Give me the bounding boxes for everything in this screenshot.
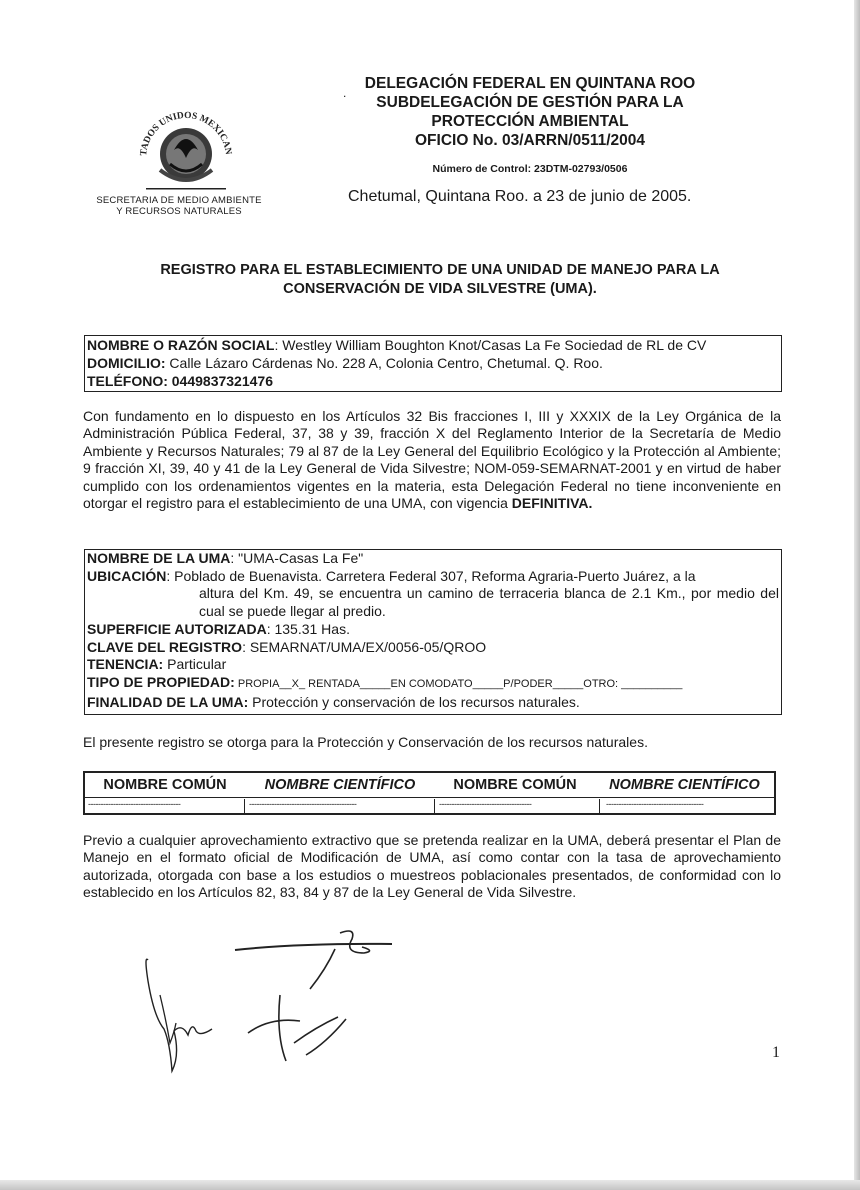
ink-dot: . <box>343 86 347 100</box>
applicant-phone-row <box>87 372 779 390</box>
uma-location-row <box>87 568 779 586</box>
table-cell: ------------------------------------------- <box>245 799 435 813</box>
col-header-common-name-1: NOMBRE COMÚN <box>103 777 227 793</box>
control-number: Número de Control: 23DTM-02793/0506 <box>432 163 628 175</box>
col-header-scientific-name-2: NOMBRE CIENTÍFICO <box>609 777 760 793</box>
management-plan-paragraph: Previo a cualquier aprovechamiento extractivo que se pretenda realizar en la UMA, deberá presentar el Plan de Manejo en el formato oficial de Modificación de UMA, así como contar con la tasa de aprovechamiento autorizada, otorgada con base a los estudios o muestreos poblacionales presentados, de conformidad con lo establecido en los Artículos 82, 83, 84 y 87 de la Ley General de Vida Silvestre. <box>83 832 781 901</box>
purpose-statement: El presente registro se otorga para la Protección y Conservación de los recursos naturales. <box>83 734 648 750</box>
seal-text: TADOS UNIDOS MEXICAN <box>139 110 233 157</box>
applicant-address-row <box>87 354 779 372</box>
title-line-1: REGISTRO PARA EL ESTABLECIMIENTO DE UNA UNIDAD DE MANEJO PARA LA <box>160 262 720 278</box>
species-table-header <box>85 773 774 798</box>
uma-name-label: NOMBRE DE LA UMA <box>87 550 231 566</box>
applicant-name-label: NOMBRE O RAZÓN SOCIAL <box>87 337 275 353</box>
page-edge-shadow <box>854 0 860 1190</box>
table-cell: ------------------------------------- <box>85 799 245 813</box>
header-line-2: SUBDELEGACIÓN DE GESTIÓN PARA LA <box>376 94 684 111</box>
uma-location-label: UBICACIÓN <box>87 567 167 584</box>
page-bottom-shadow <box>0 1180 860 1190</box>
table-row <box>85 798 774 814</box>
uma-details-box <box>84 549 782 715</box>
uma-property-value: PROPIA__X_ RENTADA_____EN COMODATO_____P/PODER_____OTRO: __________ <box>234 677 683 690</box>
agency-line-1: SECRETARIA DE MEDIO AMBIENTE <box>96 195 262 206</box>
place-and-date: Chetumal, Quintana Roo. a 23 de junio de 2005. <box>348 188 692 205</box>
agency-name <box>80 195 278 217</box>
title-line-2: CONSERVACIÓN DE VIDA SILVESTRE (UMA). <box>283 281 597 297</box>
uma-surface-label: SUPERFICIE AUTORIZADA <box>87 620 267 637</box>
letterhead <box>345 74 715 150</box>
col-header-common-name-2: NOMBRE COMÚN <box>453 777 577 793</box>
uma-purpose-label: FINALIDAD DE LA UMA: <box>87 693 249 710</box>
applicant-address-value: Calle Lázaro Cárdenas No. 228 A, Colonia Centro, Chetumal. Q. Roo. <box>165 355 603 371</box>
uma-location-value: : Poblado de Buenavista. Carretera Federal 307, Reforma Agraria-Puerto Juárez, a la <box>166 567 696 584</box>
header-line-1: DELEGACIÓN FEDERAL EN QUINTANA ROO <box>364 75 696 92</box>
uma-key-row <box>87 639 779 657</box>
applicant-name-value: : Westley William Boughton Knot/Casas La Fe Sociedad de RL de CV <box>274 337 707 353</box>
col-header-scientific-name-1: NOMBRE CIENTÍFICO <box>264 777 416 793</box>
uma-property-row <box>87 674 779 694</box>
legal-basis-text: Con fundamento en lo dispuesto en los Artículos 32 Bis fracciones I, III y XXXIX de la Ley Orgánica de la Administración Pública Federal, 37, 38 y 39, fracción X del Reglamento Interior de la Secretaría de Medio Ambiente y Recursos Naturales; 79 al 87 de la Ley General del Equilibrio Ecológico y la Protección al Ambiente; 9 fracción XI, 39, 40 y 41 de la Ley General de Vida Silvestre; NOM-059-SEMARNAT-2001 y en virtud de haber cumplido con los ordenamientos vigentes en la materia, esta Delegación Federal no tiene inconveniente en otorgar el registro para el establecimiento de una UMA, con vigencia <box>83 408 781 512</box>
applicant-box <box>84 335 782 392</box>
uma-purpose-row <box>87 694 779 712</box>
uma-purpose-value: Protección y conservación de los recursos naturales. <box>248 693 580 710</box>
applicant-address-label: DOMICILIO: <box>87 355 166 371</box>
legal-basis-paragraph <box>83 408 781 512</box>
uma-name-value: : "UMA-Casas La Fe" <box>230 550 364 566</box>
validity-emphasis: DEFINITIVA. <box>511 495 593 512</box>
uma-name-row <box>87 550 779 568</box>
table-cell: --------------------------------------- <box>606 799 704 809</box>
page-number: 1 <box>772 1044 780 1061</box>
applicant-name-row <box>87 336 779 354</box>
handwritten-signatures <box>130 925 400 1095</box>
table-cell: ------------------------------------- <box>435 799 600 813</box>
national-seal-icon <box>130 98 242 194</box>
document-title <box>100 261 780 299</box>
uma-tenure-value: Particular <box>163 656 227 673</box>
uma-tenure-row <box>87 656 779 674</box>
species-table <box>83 771 776 815</box>
uma-location-continued: altura del Km. 49, se encuentra un camino de terraceria blanca de 2.1 Km., por medio del cual se puede llegar al predio. <box>199 585 779 620</box>
uma-surface-value: : 135.31 Has. <box>266 620 350 637</box>
uma-key-value: : SEMARNAT/UMA/EX/0056-05/QROO <box>242 638 487 655</box>
uma-tenure-label: TENENCIA: <box>87 656 164 673</box>
uma-surface-row <box>87 621 779 639</box>
header-line-3: PROTECCIÓN AMBIENTAL <box>431 113 629 130</box>
uma-property-label: TIPO DE PROPIEDAD: <box>87 673 235 690</box>
applicant-phone: TELÉFONO: 0449837321476 <box>87 373 273 389</box>
agency-line-2: Y RECURSOS NATURALES <box>116 206 242 217</box>
uma-key-label: CLAVE DEL REGISTRO <box>87 638 243 655</box>
office-number: OFICIO No. 03/ARRN/0511/2004 <box>414 132 645 149</box>
